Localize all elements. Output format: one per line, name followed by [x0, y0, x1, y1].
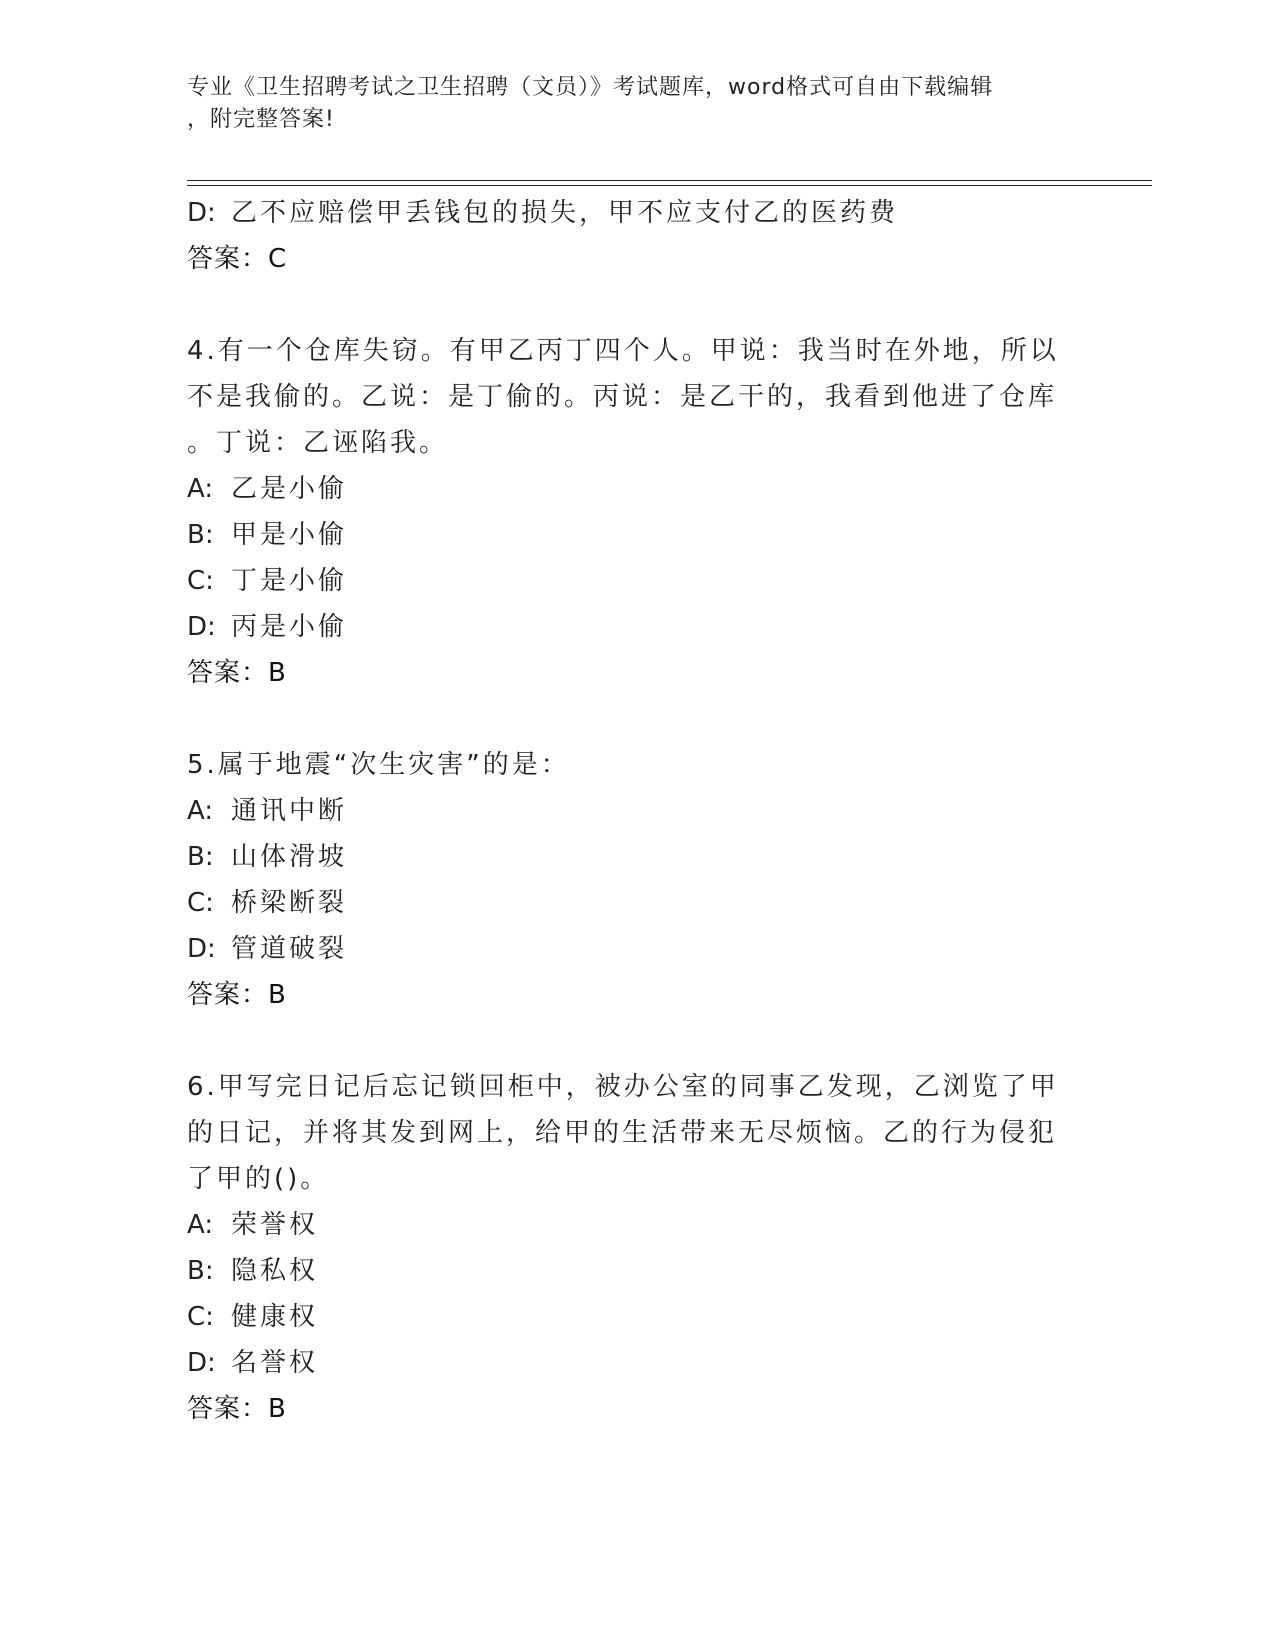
spacer [187, 696, 1067, 742]
prev-question-answer: 答案：C [187, 244, 288, 274]
header-line-2: ，附完整答案! [187, 107, 335, 132]
question-5 [187, 742, 1067, 1018]
header-line-1: 专业《卫生招聘考试之卫生招聘（文员）》考试题库，word格式可自由下载编辑 [187, 75, 994, 100]
option-text: 荣誉权 [231, 1210, 319, 1240]
option-c [187, 1294, 1067, 1340]
header-divider-top [187, 180, 1152, 181]
option-d [187, 926, 1067, 972]
option-text: 健康权 [231, 1302, 319, 1332]
option-text: 甲是小偷 [231, 520, 348, 550]
option-text: 乙是小偷 [231, 474, 348, 504]
question-stem-line: 6.甲写完日记后忘记锁回柜中，被办公室的同事乙发现，乙浏览了甲 [187, 1072, 1059, 1102]
option-key: D: [187, 934, 216, 964]
question-answer: 答案：B [187, 980, 287, 1010]
option-key: A: [187, 1210, 214, 1240]
document-body [187, 190, 1067, 1432]
option-b [187, 1248, 1067, 1294]
option-key: D: [187, 198, 216, 228]
option-a [187, 788, 1067, 834]
question-stem-line: 5.属于地震“次生灾害”的是： [187, 750, 570, 780]
option-text: 丁是小偷 [231, 566, 348, 596]
option-a [187, 1202, 1067, 1248]
option-text: 山体滑坡 [231, 842, 348, 872]
option-text: 桥梁断裂 [231, 888, 348, 918]
option-key: B: [187, 1256, 214, 1286]
option-c [187, 558, 1067, 604]
option-text: 丙是小偷 [231, 612, 348, 642]
option-text: 名誉权 [231, 1348, 319, 1378]
option-key: D: [187, 1348, 216, 1378]
question-answer: 答案：B [187, 658, 287, 688]
question-stem-line: 。丁说：乙诬陷我。 [187, 428, 449, 458]
question-stem-line: 4.有一个仓库失窃。有甲乙丙丁四个人。甲说：我当时在外地，所以 [187, 336, 1059, 366]
question-4 [187, 328, 1067, 696]
option-key: A: [187, 796, 214, 826]
option-key: C: [187, 1302, 214, 1332]
option-key: B: [187, 520, 214, 550]
question-answer: 答案：B [187, 1394, 287, 1424]
question-stem-line: 的日记，并将其发到网上，给甲的生活带来无尽烦恼。乙的行为侵犯 [187, 1118, 1058, 1148]
option-key: C: [187, 566, 214, 596]
option-key: A: [187, 474, 214, 504]
spacer [187, 1018, 1067, 1064]
question-stem-line: 不是我偷的。乙说：是丁偷的。丙说：是乙干的，我看到他进了仓库 [187, 382, 1058, 412]
option-key: C: [187, 888, 214, 918]
option-c [187, 880, 1067, 926]
option-key: B: [187, 842, 214, 872]
option-b [187, 834, 1067, 880]
option-b [187, 512, 1067, 558]
option-text: 隐私权 [231, 1256, 319, 1286]
option-d [187, 604, 1067, 650]
document-header [187, 72, 1067, 136]
option-key: D: [187, 612, 216, 642]
option-d [187, 1340, 1067, 1386]
prev-question-option-d [187, 190, 1067, 236]
option-text: 通讯中断 [231, 796, 348, 826]
header-divider-bottom [187, 185, 1152, 186]
option-text: 乙不应赔偿甲丢钱包的损失，甲不应支付乙的医药费 [231, 198, 899, 228]
question-6 [187, 1064, 1067, 1432]
spacer [187, 282, 1067, 328]
option-text: 管道破裂 [231, 934, 348, 964]
option-a [187, 466, 1067, 512]
question-stem-line: 了甲的()。 [187, 1164, 330, 1194]
